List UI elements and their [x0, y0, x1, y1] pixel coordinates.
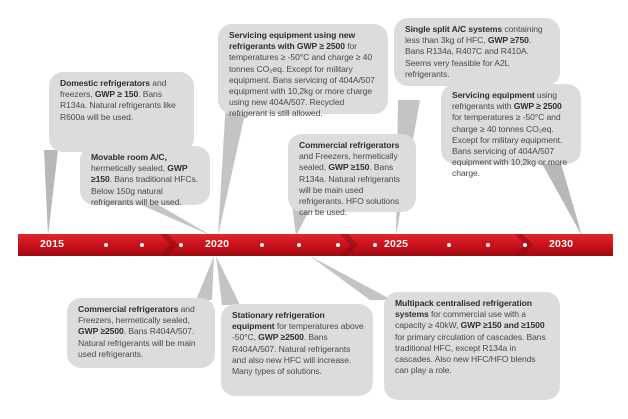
pointer-domestic — [44, 150, 58, 236]
timeline-dot — [336, 243, 340, 247]
timeline-dot — [179, 243, 183, 247]
pointer-commercial-2020 — [196, 256, 214, 300]
callout-title: Domestic refrigerators — [60, 78, 150, 88]
callout-commercial-2020: Commercial refrigerators and Freezers, hermetically sealed, GWP ≥2500. Bans R404A/507. Natural refrigerants will be main used refrigerants. — [67, 298, 215, 368]
callout-title: Servicing equipment using new refrigerants with GWP ≥ 2500 — [229, 30, 356, 52]
callout-domestic-refrigerators: Domestic refrigerators and freezers, GWP ≥ 150. Bans R134a. Natural refrigerants like R600a will be used. — [49, 72, 194, 152]
year-label-2030: 2030 — [549, 238, 574, 250]
pointer-servicing-2030 — [540, 160, 582, 236]
callout-title: Movable room A/C, — [91, 152, 167, 162]
timeline-dot — [104, 243, 108, 247]
timeline-dot — [486, 243, 490, 247]
year-label-2015: 2015 — [40, 238, 65, 250]
callout-servicing-2020: Servicing equipment using new refrigerants with GWP ≥ 2500 for temperatures ≥ -50°C and charge ≥ 40 tonnes CO₂eq. Except for military equipment. Bans servicing of 404A/507 equipment with 10,2kg or more charge using new 404A/507. Recycled refrigerant is still allowed. — [218, 24, 388, 114]
callout-title: Multipack centralised refrigeration systems — [395, 298, 532, 320]
pointer-stationary — [216, 256, 240, 305]
timeline-dot — [523, 243, 527, 247]
callout-title: Commercial refrigerators — [299, 140, 400, 150]
callout-multipack: Multipack centralised refrigeration systems for commercial use with a capacity ≥ 40kW, GWP ≥150 and ≥1500 for primary circulation of cascades. Bans traditional HFC, except R134a in cascades. Also new HFC/HFO blends can play a role. — [384, 292, 560, 400]
callout-title: Stationary refrigeration equipment — [232, 310, 325, 332]
timeline-dot — [297, 243, 301, 247]
year-label-2025: 2025 — [384, 238, 409, 250]
year-label-2020: 2020 — [205, 238, 230, 250]
callout-single-split-ac: Single split A/C systems containing less than 3kg of HFC, GWP ≥750. Bans R134a, R407C and R410A. Seems very feasible for A2L refrigerants. — [394, 18, 560, 86]
pointer-multipack — [310, 256, 392, 300]
timeline-dot — [373, 243, 377, 247]
timeline-dot — [140, 243, 144, 247]
timeline-dot — [447, 243, 451, 247]
pointer-servicing-2020 — [218, 100, 248, 236]
callout-stationary-refrigeration: Stationary refrigeration equipment for temperatures above -50°C, GWP ≥2500. Bans R404A/507. Natural refrigerants and also new HFC will increase. Many types of solutions. — [221, 304, 373, 396]
callout-commercial-2022: Commercial refrigerators and Freezers, hermetically sealed, GWP ≥150. Bans R134a. Natural refrigerants will be main used refrigerants. HFO solutions can be used. — [288, 134, 416, 212]
callout-movable-room-ac: Movable room A/C, hermetically sealed, GWP ≥150. Bans traditional HFCs. Below 150g natural refrigerants will be used. — [80, 146, 210, 205]
callout-title: Single split A/C systems — [405, 24, 503, 34]
callout-title: Servicing equipment — [452, 90, 535, 100]
timeline-dot — [260, 243, 264, 247]
callout-title: Commercial refrigerators — [78, 304, 179, 314]
callout-servicing-2030: Servicing equipment using refrigerants with GWP ≥ 2500 for temperatures ≥ -50°C and charge ≥ 40 tonnes CO₂eq. Except for military equipment. Bans servicing of 404A/507 equipment with 10,2kg or more charge. — [441, 84, 581, 164]
